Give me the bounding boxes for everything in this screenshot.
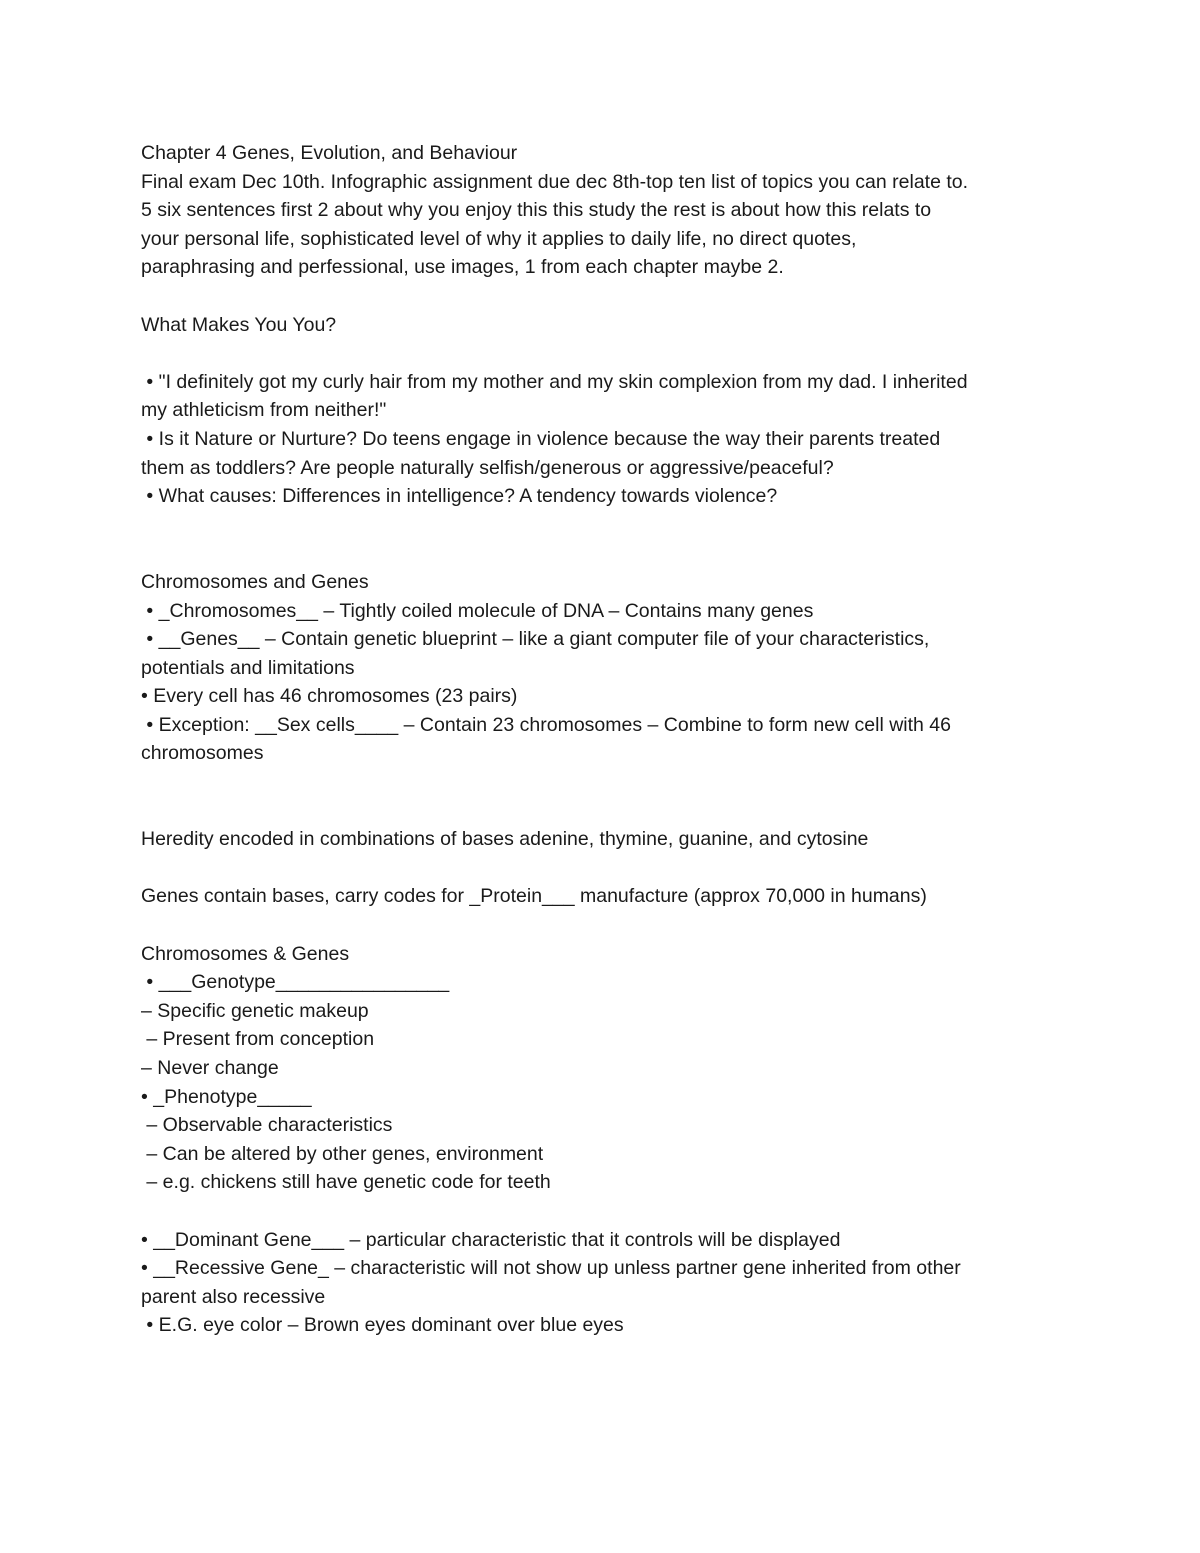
spacer (141, 768, 1081, 825)
bullet-line: my athleticism from neither!" (141, 399, 387, 422)
intro-line-3: your personal life, sophisticated level of why it applies to daily life, no direct quotes, (141, 227, 857, 250)
section-heading-chromosomes-genes: Chromosomes & Genes (141, 942, 350, 965)
document-title: Chapter 4 Genes, Evolution, and Behaviour (141, 142, 518, 164)
bullet-line: – Present from conception (141, 1028, 375, 1051)
bullet-line: – Specific genetic makeup (141, 999, 369, 1022)
bullet-line: potentials and limitations (141, 656, 355, 679)
document-page (141, 139, 1081, 1340)
bullet-line: – Never change (141, 1057, 279, 1079)
intro-line-1: Final exam Dec 10th. Infographic assignment due dec 8th-top ten list of topics you can relate to. (141, 170, 969, 193)
genes-protein-line: Genes contain bases, carry codes for _Protein___ manufacture (approx 70,000 in humans) (141, 885, 927, 908)
section-heading-chromosomes-and-genes: Chromosomes and Genes (141, 570, 369, 593)
bullet-line: them as toddlers? Are people naturally selfish/generous or aggressive/peaceful? (141, 456, 834, 479)
spacer (141, 854, 1081, 883)
bullet-line: – Can be altered by other genes, environment (141, 1142, 544, 1165)
bullet-line: • __Recessive Gene_ – characteristic will not show up unless partner gene inherited from other (141, 1257, 961, 1280)
bullet-line: • ___Genotype________________ (141, 971, 450, 994)
spacer (141, 511, 1081, 568)
bullet-line: – Observable characteristics (141, 1114, 393, 1137)
spacer (141, 1197, 1081, 1226)
bullet-line: • _Chromosomes__ – Tightly coiled molecule of DNA – Contains many genes (141, 599, 814, 622)
bullet-line: • __Genes__ – Contain genetic blueprint – like a giant computer file of your characteristics, (141, 628, 930, 651)
bullet-line: – e.g. chickens still have genetic code for teeth (141, 1171, 551, 1194)
bullet-line: chromosomes (141, 742, 264, 765)
intro-line-2: 5 six sentences first 2 about why you enjoy this this study the rest is about how this relats to (141, 199, 932, 222)
bullet-line: parent also recessive (141, 1285, 326, 1308)
spacer (141, 911, 1081, 940)
bullet-line: • Every cell has 46 chromosomes (23 pairs) (141, 685, 518, 708)
bullet-line: • E.G. eye color – Brown eyes dominant over blue eyes (141, 1314, 624, 1337)
bullet-line: • _Phenotype_____ (141, 1085, 312, 1108)
bullet-line: • Is it Nature or Nurture? Do teens engage in violence because the way their parents treated (141, 427, 941, 450)
bullet-line: • "I definitely got my curly hair from my mother and my skin complexion from my dad. I inherited (141, 370, 968, 393)
section-heading-what-makes-you: What Makes You You? (141, 313, 337, 336)
heredity-line: Heredity encoded in combinations of bases adenine, thymine, guanine, and cytosine (141, 828, 869, 851)
spacer (141, 282, 1081, 311)
bullet-line: • What causes: Differences in intelligence? A tendency towards violence? (141, 485, 778, 508)
bullet-line: • Exception: __Sex cells____ – Contain 23 chromosomes – Combine to form new cell with 46 (141, 713, 951, 736)
intro-line-4: paraphrasing and perfessional, use images, 1 from each chapter maybe 2. (141, 256, 784, 279)
spacer (141, 339, 1081, 368)
bullet-line: • __Dominant Gene___ – particular characteristic that it controls will be displayed (141, 1228, 841, 1251)
